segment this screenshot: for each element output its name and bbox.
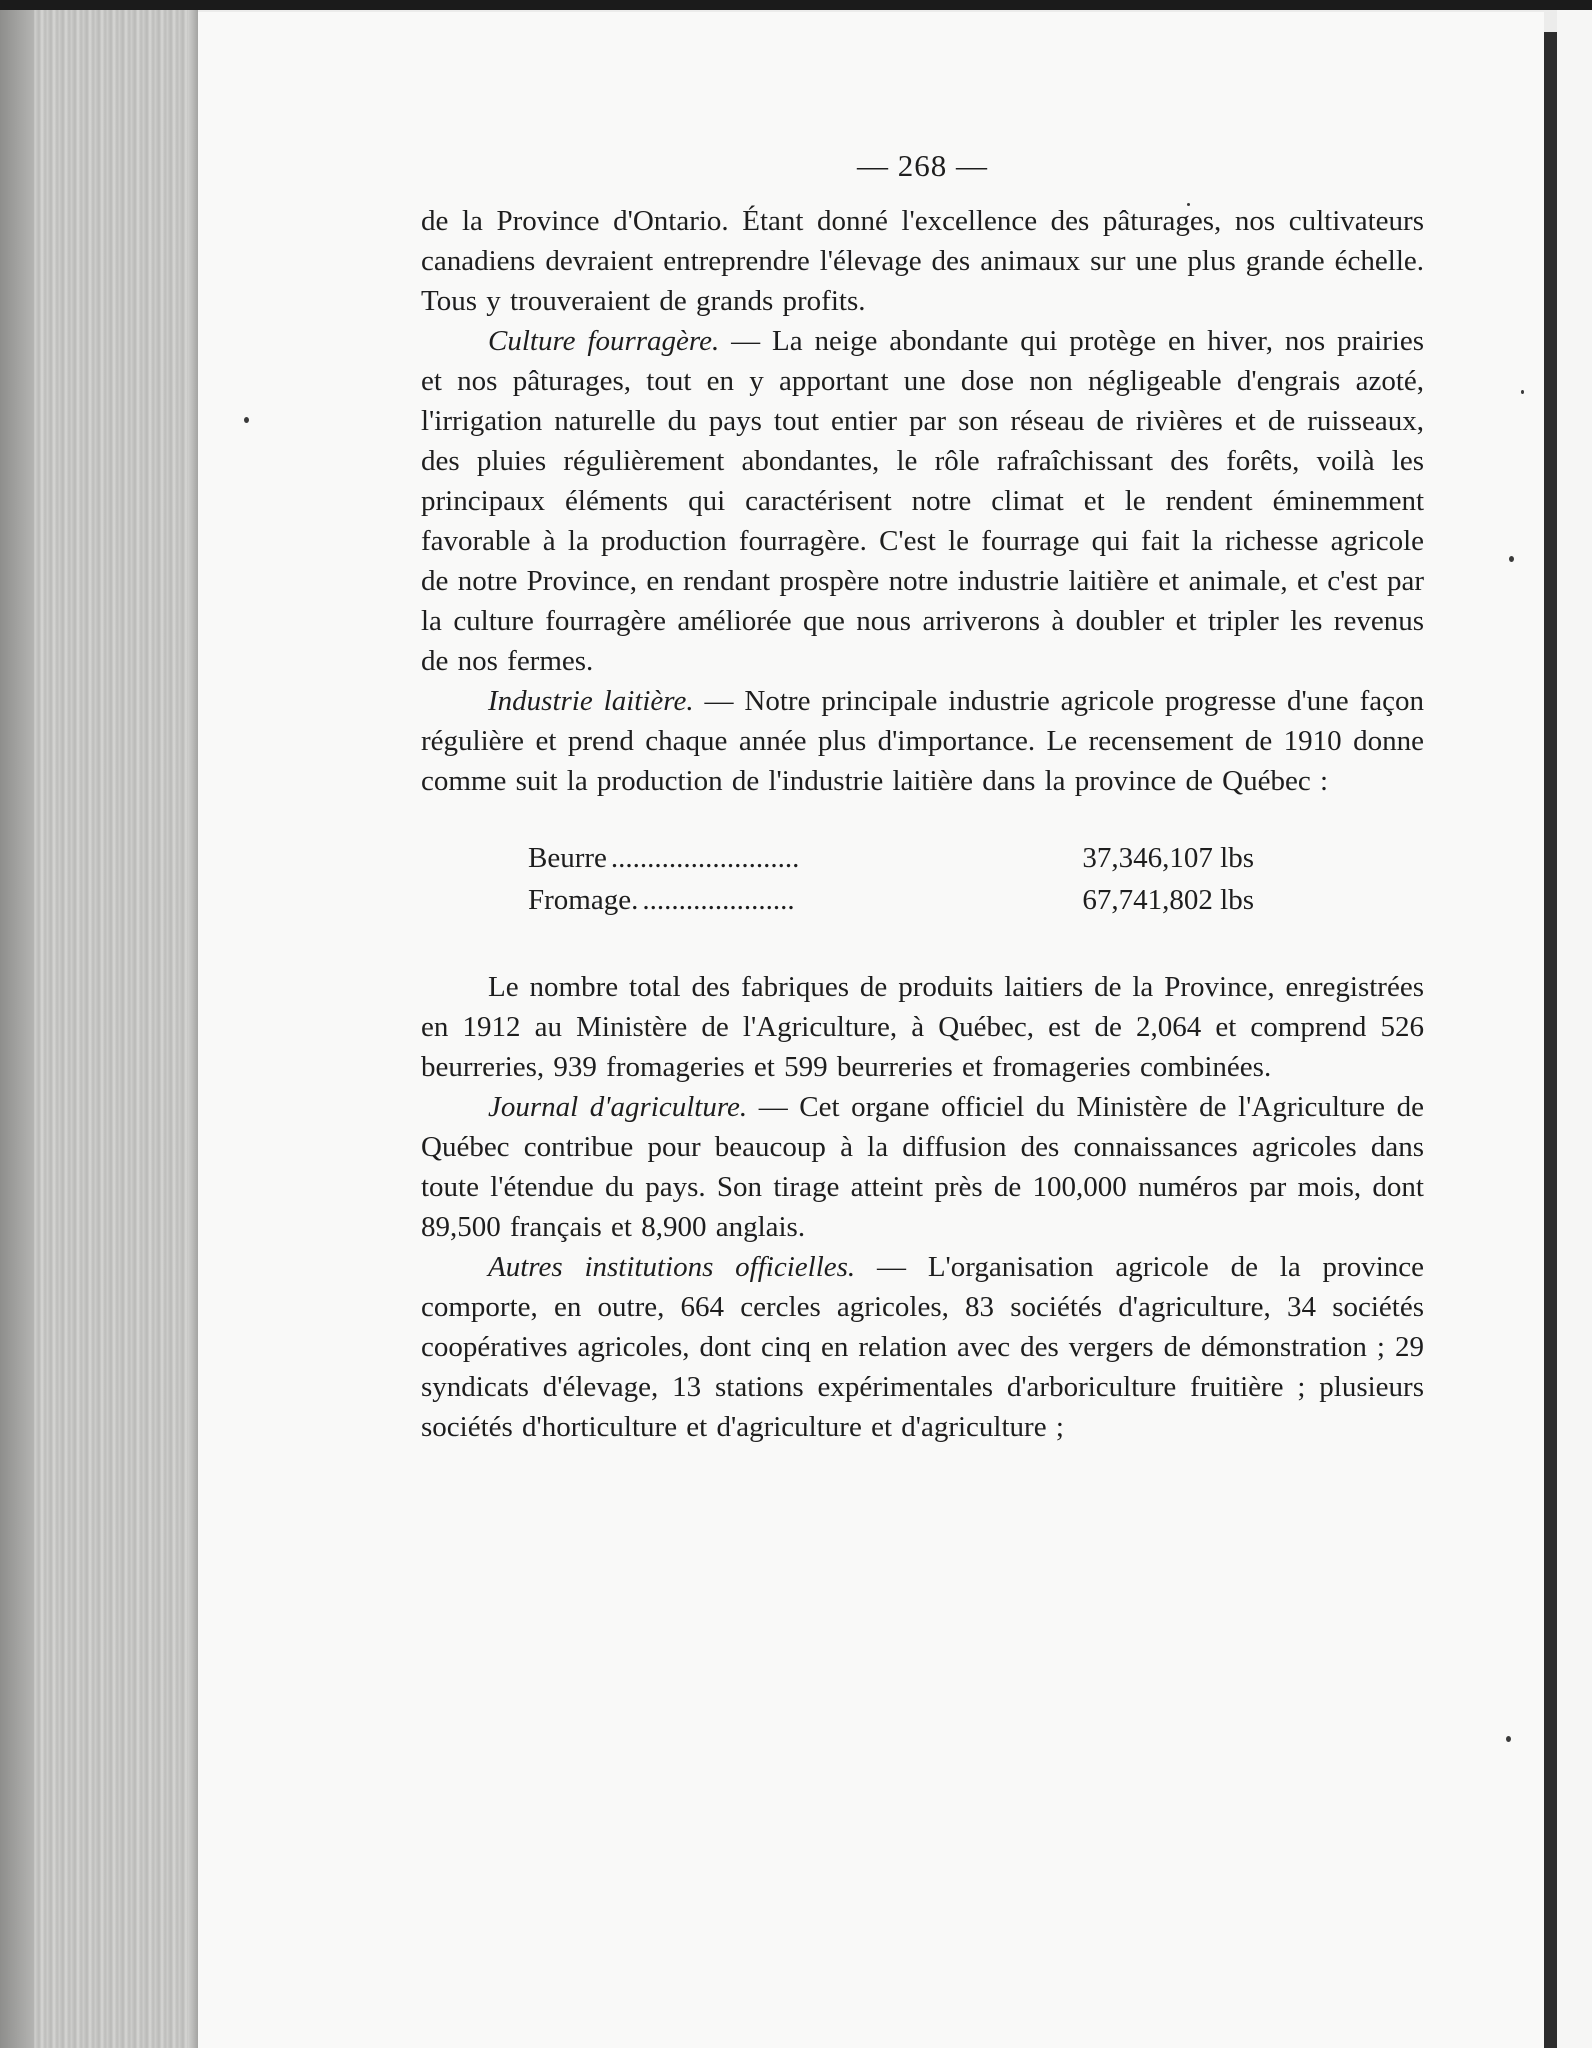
- section-heading-culture: Culture fourragère.: [488, 325, 720, 357]
- page-number: — 268 —: [857, 148, 988, 183]
- section-text-culture: — La neige abondante qui protège en hiver, nos prairies et nos pâturages, tout en y apportant une dose non négligeable d'engrais azoté, l'irrigation naturelle du pays tout entier par son réseau de rivières et de ruisseaux, des pluies régulièrement abondantes, le rôle rafraîchissant des forêts, voilà les principaux éléments qui caractérisent notre climat et le rendent éminemment favorable à la production fourragère. C'est le fourrage qui fait la richesse agricole de notre Province, en rendant prospère notre industrie laitière et animale, et c'est par la culture fourragère améliorée que nous arriverons à doubler et tripler les revenus de nos fermes.: [421, 325, 1424, 677]
- binding-shadow: [1544, 32, 1557, 2048]
- table-row-value: 37,346,107 lbs: [1082, 842, 1254, 874]
- production-table: [528, 837, 1254, 921]
- scan-speck: [244, 417, 249, 423]
- section-text-autres: — L'organisation agricole de la province comporte, en outre, 664 cercles agricoles, 83 sociétés d'agriculture, 34 sociétés coopératives agricoles, dont cinq en relation avec des vergers de démonstration ; 29 syndicats d'élevage, 13 stations expérimentales d'arboriculture fruitière ; plusieurs sociétés d'horticulture et d'agriculture et d'agriculture ;: [421, 1251, 1425, 1443]
- page-text: [421, 140, 1424, 1447]
- section-heading-industrie: Industrie laitière.: [488, 685, 694, 717]
- section-text-journal: — Cet organe officiel du Ministère de l'Agriculture de Québec contribue pour beaucoup à la diffusion des connaissances agricoles dans toute l'étendue du pays. Son tirage atteint près de 100,000 numéros par mois, dont 89,500 français et 8,900 anglais.: [421, 1091, 1424, 1243]
- paragraph-autres-institutions: [421, 1247, 1424, 1447]
- page-stack-edge: [0, 10, 198, 2048]
- scan-speck: [1521, 390, 1524, 394]
- paragraph-fabriques: Le nombre total des fabriques de produits laitiers de la Province, enregistrées en 1912 au Ministère de l'Agriculture, à Québec, est de 2,064 et comprend 526 beurreries, 939 fromageries et 599 beurreries et fromageries combinées.: [421, 971, 1424, 1083]
- paragraph-culture-fourragere: [421, 321, 1424, 681]
- scan-speck: [1509, 556, 1514, 562]
- paragraph-industrie-laitiere: [421, 681, 1424, 801]
- table-row: [528, 837, 1254, 879]
- scan-top-border: [0, 0, 1592, 10]
- table-row-value: 67,741,802 lbs: [1082, 884, 1254, 916]
- facing-page-margin: [1557, 10, 1592, 2048]
- section-heading-autres: Autres institutions officielles.: [488, 1251, 856, 1283]
- scan-speck: [1506, 1736, 1511, 1742]
- table-row-label: Fromage.: [528, 884, 639, 916]
- table-row-label: Beurre: [528, 842, 607, 874]
- dot-leader: .....................: [642, 884, 795, 916]
- paragraph-ontario: de la Province d'Ontario. Étant donné l'excellence des pâturages, nos cultivateurs canadiens devraient entreprendre l'élevage des animaux sur une plus grande échelle. Tous y trouveraient de grands profits.: [421, 205, 1424, 317]
- dot-leader: ..........................: [610, 842, 800, 874]
- paragraph-journal-agriculture: [421, 1087, 1424, 1247]
- section-text-industrie: — Notre principale industrie agricole progresse d'une façon régulière et prend chaque année plus d'importance. Le recensement de 1910 donne comme suit la production de l'industrie laitière dans la province de Québec :: [421, 685, 1424, 797]
- section-heading-journal: Journal d'agriculture.: [488, 1091, 748, 1123]
- table-row: [528, 879, 1254, 921]
